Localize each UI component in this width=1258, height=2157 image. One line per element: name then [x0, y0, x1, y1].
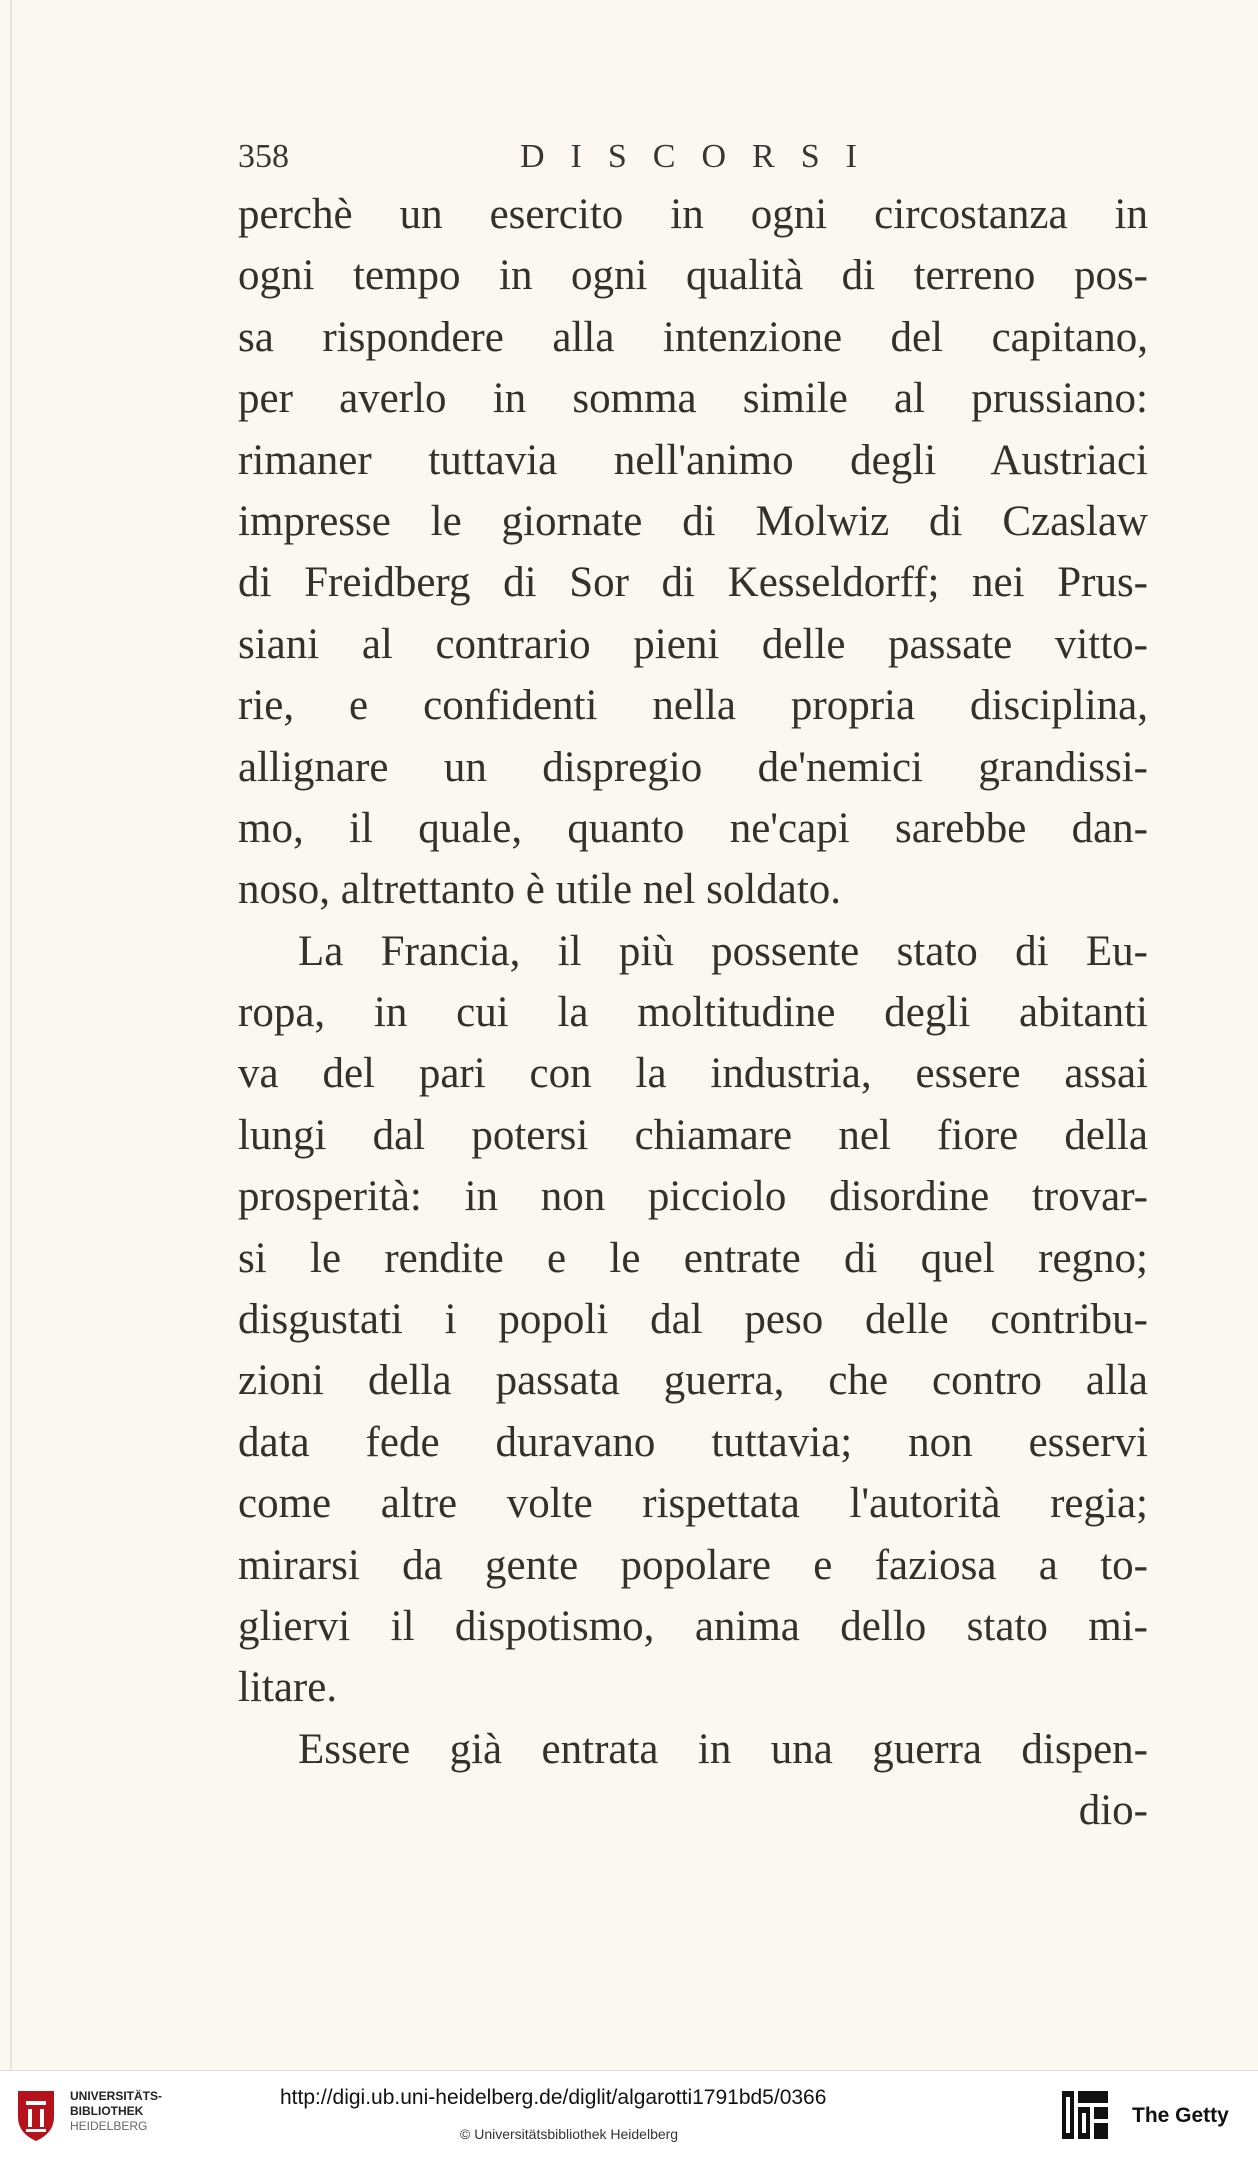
text-line: mo, il quale, quanto ne'capi sarebbe dan-: [238, 804, 1148, 852]
university-library-name: [70, 2089, 162, 2134]
text-line: disgustati i popoli dal peso delle contribu-: [238, 1296, 1148, 1344]
text-line: per averlo in somma simile al prussiano:: [238, 375, 1148, 423]
running-title: DISCORSI: [520, 138, 883, 175]
text-line: siani al contrario pieni delle passate vitto-: [238, 620, 1148, 668]
library-logo-line: HEIDELBERG: [70, 2119, 148, 2133]
getty-mark-icon: [1058, 2087, 1112, 2143]
library-logo-line: UNIVERSITÄTS-: [70, 2089, 163, 2103]
text-line: va del pari con la industria, essere assai: [238, 1050, 1148, 1098]
university-library-logo[interactable]: [12, 2087, 162, 2143]
text-line: rie, e confidenti nella propria disciplina,: [238, 682, 1148, 730]
body-text: [238, 184, 1148, 1842]
text-line: lungi dal potersi chiamare nel fiore della: [238, 1111, 1148, 1159]
university-library-seal-icon: [12, 2087, 60, 2143]
page-edge-shadow: [10, 0, 12, 2070]
catchword: dio-: [1078, 1787, 1148, 1835]
text-line-paragraph-start: La Francia, il più possente stato di Eu-: [298, 927, 1148, 975]
text-line: rimaner tuttavia nell'animo degli Austriaci: [238, 436, 1148, 484]
text-line: ropa, in cui la moltitudine degli abitanti: [238, 989, 1148, 1037]
text-line: gliervi il dispotismo, anima dello stato mi-: [238, 1602, 1148, 1650]
library-logo-line: BIBLIOTHEK: [70, 2104, 144, 2118]
page-number: 358: [238, 138, 289, 175]
text-line: sa rispondere alla intenzione del capitano,: [238, 313, 1148, 361]
text-line: mirarsi da gente popolare e faziosa a to-: [238, 1541, 1148, 1589]
text-line: di Freidberg di Sor di Kesseldorff; nei Prus-: [238, 559, 1148, 607]
getty-name: The Getty: [1132, 2104, 1229, 2127]
running-head: [238, 134, 1148, 180]
text-line-paragraph-start: Essere già entrata in una guerra dispen-: [298, 1725, 1148, 1773]
permalink-url[interactable]: http://digi.ub.uni-heidelberg.de/diglit/algarotti1791bd5/0366: [280, 2086, 827, 2109]
text-line: si le rendite e le entrate di quel regno;: [238, 1234, 1148, 1282]
text-line-paragraph-end: noso, altrettanto è utile nel soldato.: [238, 866, 842, 914]
viewer-footer: [0, 2070, 1258, 2157]
text-line: perchè un esercito in ogni circostanza in: [238, 191, 1148, 238]
text-line: ogni tempo in ogni qualità di terreno pos-: [238, 252, 1148, 300]
text-line: prosperità: in non picciolo disordine trovar-: [238, 1173, 1148, 1221]
copyright-notice: © Universitätsbibliothek Heidelberg: [460, 2126, 679, 2142]
text-line: data fede duravano tuttavia; non esservi: [238, 1418, 1148, 1466]
text-line: impresse le giornate di Molwiz di Czaslaw: [238, 497, 1148, 545]
getty-logo[interactable]: [1058, 2087, 1253, 2143]
text-line: allignare un dispregio de'nemici grandissi-: [238, 743, 1148, 791]
text-line-paragraph-end: litare.: [238, 1664, 338, 1712]
text-line: come altre volte rispettata l'autorità regia;: [238, 1480, 1148, 1528]
text-line: zioni della passata guerra, che contro alla: [238, 1357, 1148, 1405]
